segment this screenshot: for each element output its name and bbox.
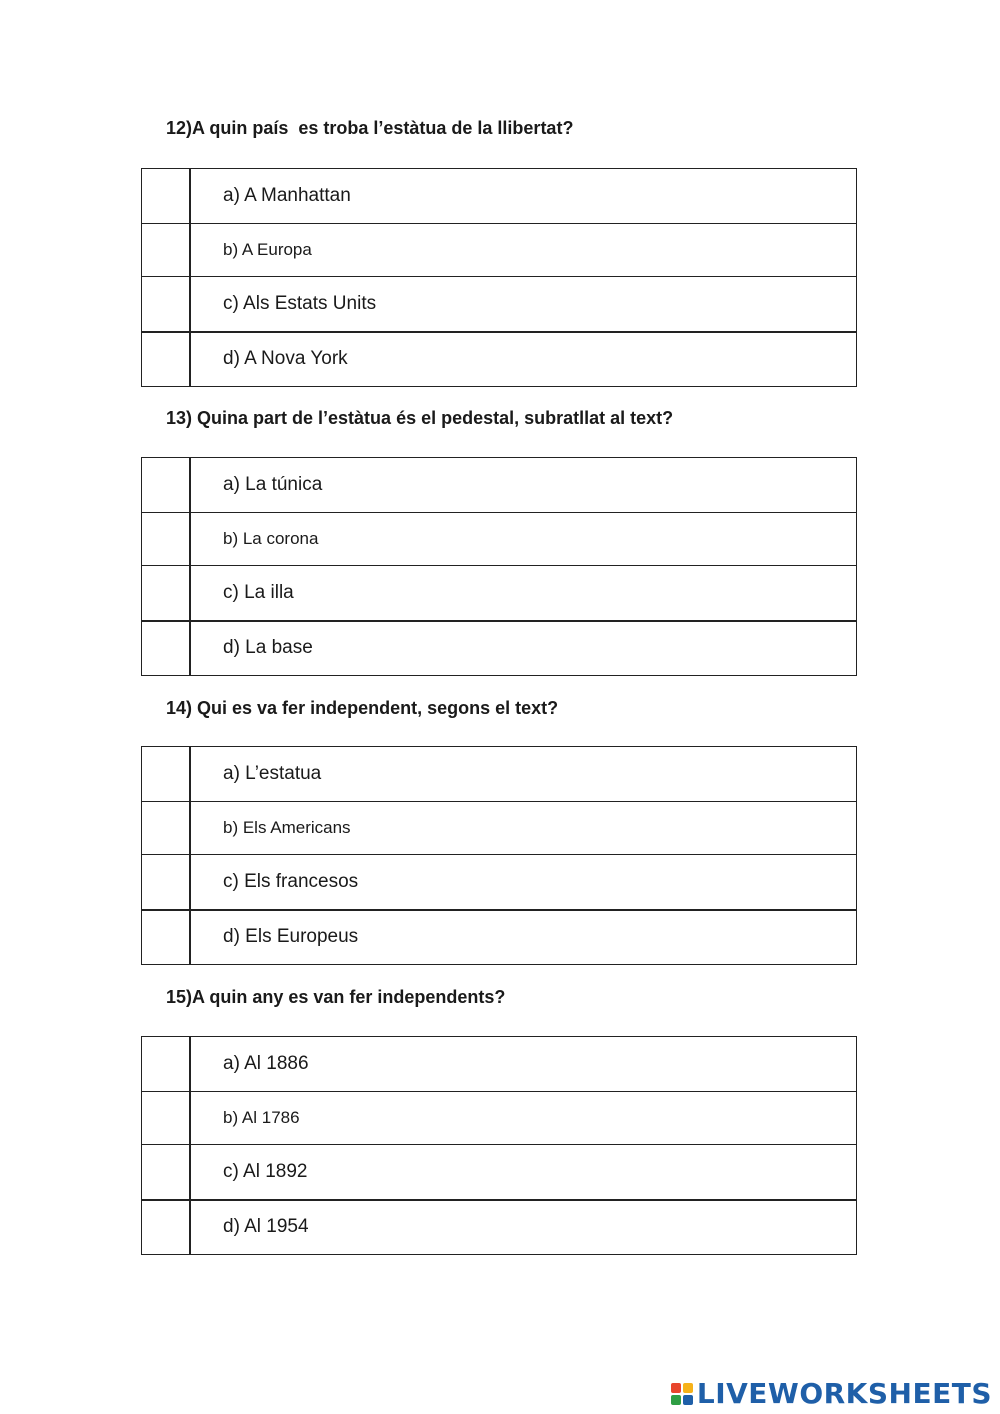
answer-row	[142, 566, 857, 621]
answer-row	[142, 1037, 857, 1092]
brand-name: LIVEWORKSHEETS	[696, 1377, 992, 1410]
answer-checkbox-a[interactable]	[142, 169, 191, 224]
answer-option-d: d) Al 1954	[190, 1200, 857, 1255]
liveworksheets-logo-icon	[671, 1383, 693, 1405]
answer-row	[142, 747, 857, 802]
answer-row	[142, 169, 857, 224]
answer-option-b: b) Els Americans	[190, 802, 857, 855]
answer-checkbox-d[interactable]	[142, 910, 191, 965]
answer-checkbox-a[interactable]	[142, 458, 191, 513]
question-13-answers	[141, 457, 857, 676]
logo-square-icon	[671, 1383, 681, 1393]
answer-checkbox-c[interactable]	[142, 277, 191, 332]
answer-option-c: c) Als Estats Units	[190, 277, 857, 332]
liveworksheets-branding[interactable]	[671, 1377, 992, 1410]
question-12-answers	[141, 168, 857, 387]
question-12-title: 12)A quin país es troba l’estàtua de la llibertat?	[166, 118, 574, 138]
answer-option-d: d) Els Europeus	[190, 910, 857, 965]
answer-row	[142, 910, 857, 965]
answer-option-b: b) A Europa	[190, 224, 857, 277]
answer-checkbox-b[interactable]	[142, 224, 191, 277]
answer-checkbox-b[interactable]	[142, 513, 191, 566]
answer-option-a: a) La túnica	[190, 458, 857, 513]
answer-row	[142, 513, 857, 566]
answer-checkbox-c[interactable]	[142, 855, 191, 910]
answer-checkbox-d[interactable]	[142, 621, 191, 676]
answer-checkbox-c[interactable]	[142, 1145, 191, 1200]
answer-option-c: c) La illa	[190, 566, 857, 621]
answer-option-c: c) Al 1892	[190, 1145, 857, 1200]
logo-square-icon	[671, 1395, 681, 1405]
answer-checkbox-c[interactable]	[142, 566, 191, 621]
answer-row	[142, 458, 857, 513]
answer-checkbox-b[interactable]	[142, 1092, 191, 1145]
answer-checkbox-a[interactable]	[142, 747, 191, 802]
question-14-title: 14) Qui es va fer independent, segons el text?	[166, 698, 559, 718]
answer-checkbox-d[interactable]	[142, 332, 191, 387]
answer-row	[142, 1145, 857, 1200]
answer-row	[142, 277, 857, 332]
answer-row	[142, 855, 857, 910]
answer-row	[142, 621, 857, 676]
answer-row	[142, 1200, 857, 1255]
answer-row	[142, 332, 857, 387]
answer-row	[142, 802, 857, 855]
logo-square-icon	[683, 1383, 693, 1393]
answer-row	[142, 1092, 857, 1145]
question-15-answers	[141, 1036, 857, 1255]
question-14-answers	[141, 746, 857, 965]
question-15-title: 15)A quin any es van fer independents?	[166, 987, 506, 1007]
answer-option-a: a) Al 1886	[190, 1037, 857, 1092]
answer-option-b: b) La corona	[190, 513, 857, 566]
answer-checkbox-d[interactable]	[142, 1200, 191, 1255]
answer-option-b: b) Al 1786	[190, 1092, 857, 1145]
answer-checkbox-a[interactable]	[142, 1037, 191, 1092]
question-13-title: 13) Quina part de l’estàtua és el pedestal, subratllat al text?	[166, 408, 674, 428]
answer-row	[142, 224, 857, 277]
answer-option-c: c) Els francesos	[190, 855, 857, 910]
answer-option-d: d) La base	[190, 621, 857, 676]
answer-option-a: a) L’estatua	[190, 747, 857, 802]
answer-option-d: d) A Nova York	[190, 332, 857, 387]
logo-square-icon	[683, 1395, 693, 1405]
answer-option-a: a) A Manhattan	[190, 169, 857, 224]
answer-checkbox-b[interactable]	[142, 802, 191, 855]
